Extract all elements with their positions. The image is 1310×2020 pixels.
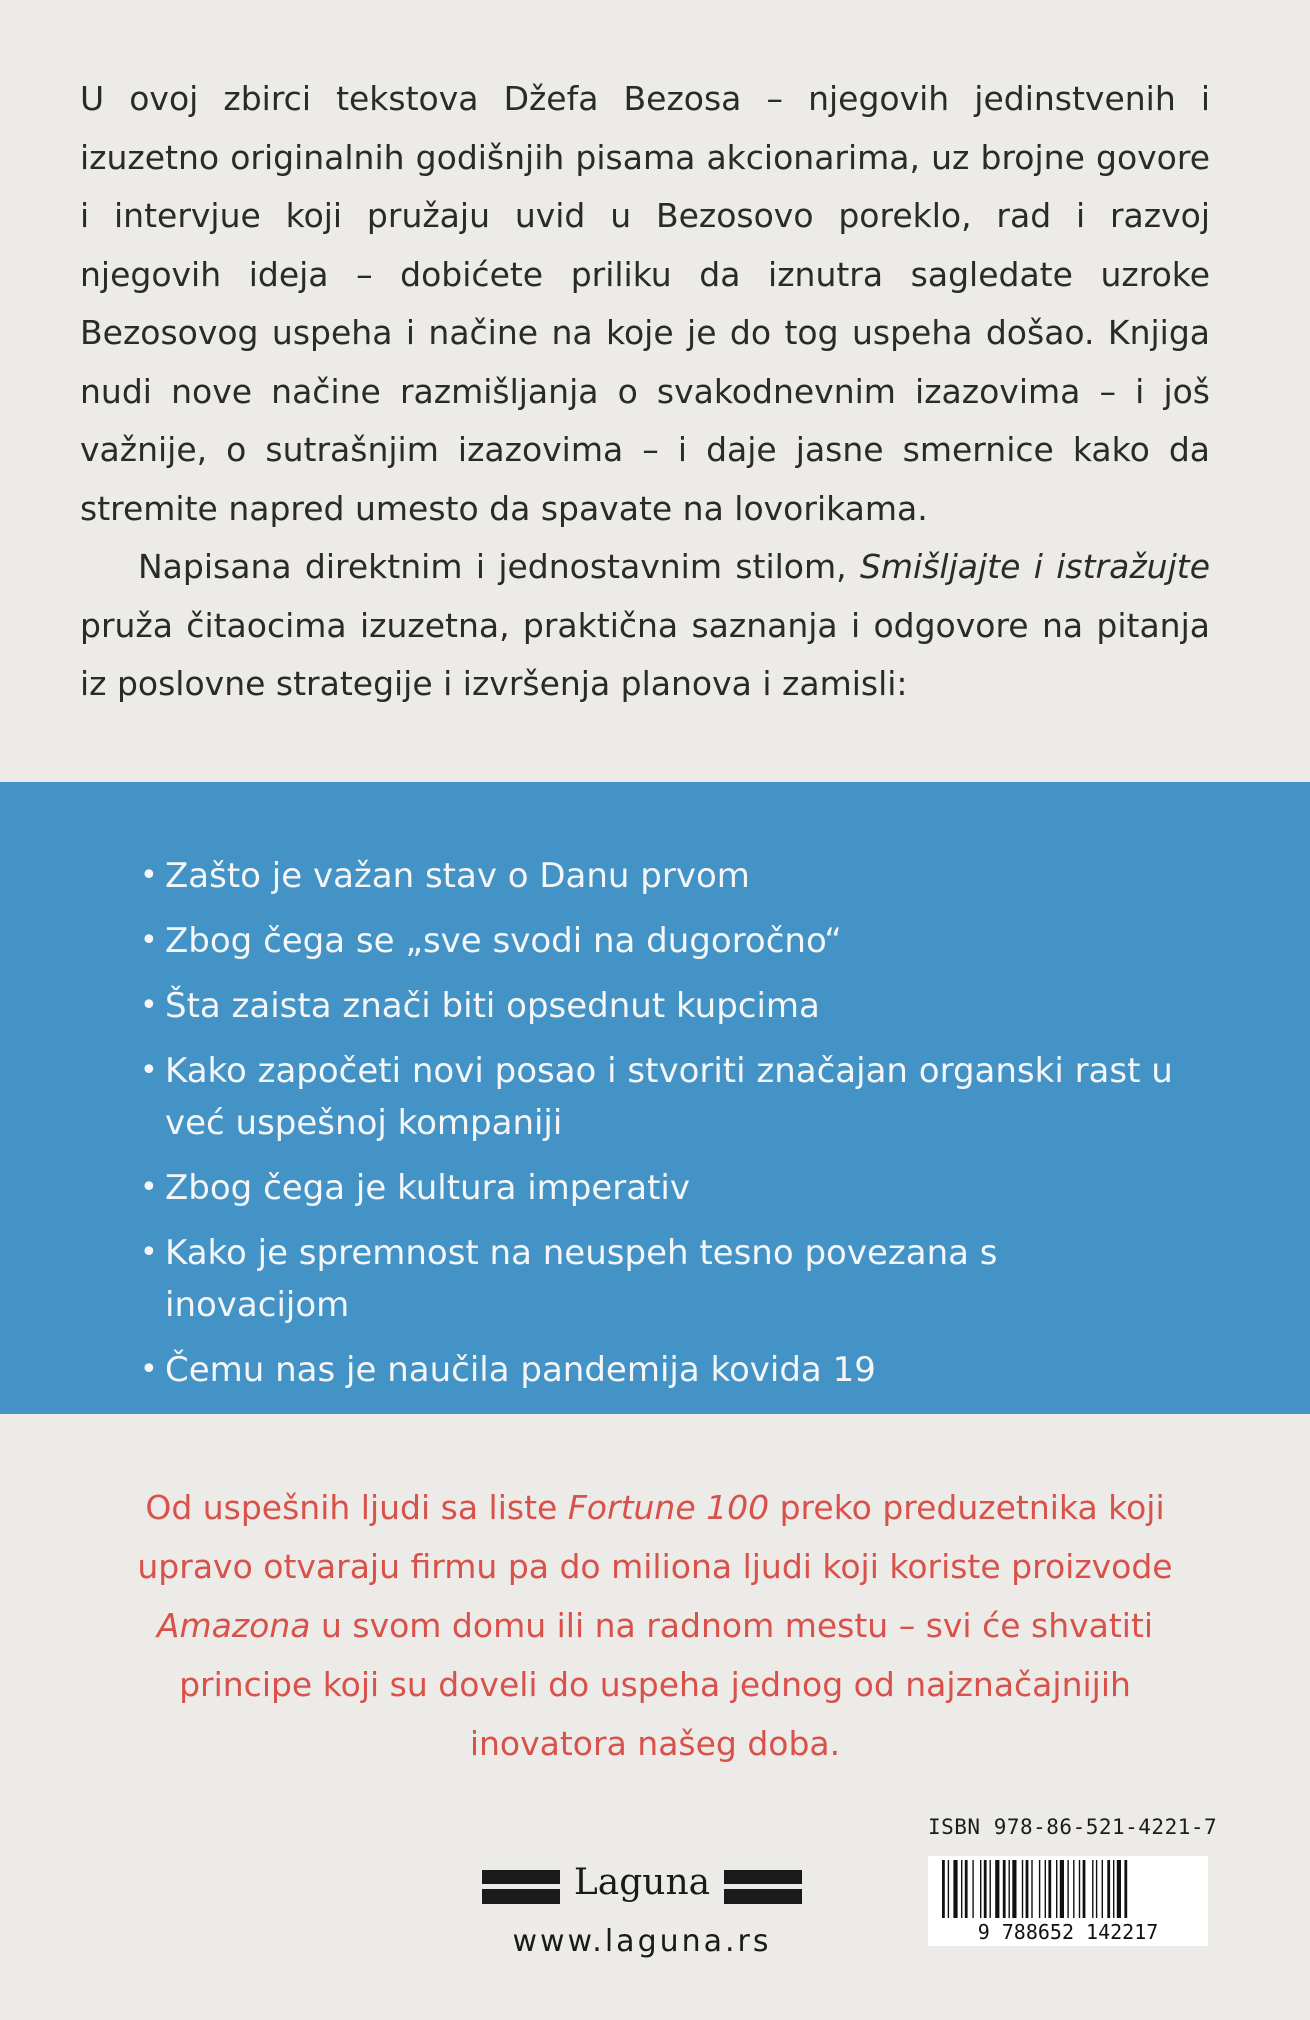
- bullet-item: • Kako je spremnost na neuspeh tesno povezana s inovacijom: [140, 1227, 1190, 1331]
- barcode-icon: [928, 1856, 1208, 1946]
- bullet-dot-icon: •: [140, 1170, 158, 1205]
- intro-paragraph-2-start: Napisana direktnim i jednostavnim stilom,: [138, 547, 860, 586]
- publisher-block: [482, 1864, 802, 1974]
- intro-paragraph-2-end: pruža čitaocima izuzetna, praktična saznanja i odgovore na pitanja iz poslovne strategije i izvršenja planova i zamisli:: [80, 605, 1210, 703]
- barcode-bar: [1117, 1860, 1121, 1918]
- barcode-bar: [953, 1860, 957, 1918]
- intro-paragraph-2: [80, 538, 1210, 714]
- barcode-bar: [980, 1860, 981, 1918]
- barcode-bar: [961, 1860, 962, 1918]
- barcode-bar: [1031, 1860, 1032, 1918]
- barcode-bar: [942, 1860, 945, 1918]
- barcode-bar: [965, 1860, 968, 1918]
- barcode-bar: [1060, 1860, 1064, 1918]
- barcode-bar: [1003, 1860, 1006, 1918]
- bullet-dot-icon: •: [140, 1352, 158, 1387]
- barcode-bar: [1083, 1860, 1086, 1918]
- book-title: Smišljajte i istražujte: [859, 547, 1210, 586]
- barcode-bar: [972, 1860, 973, 1918]
- bullet-dot-icon: •: [140, 923, 158, 958]
- isbn-number: ISBN 978-86-521-4221-7: [928, 1815, 1218, 1839]
- bullet-dot-icon: •: [140, 988, 158, 1023]
- publisher-name: Laguna: [573, 1862, 711, 1903]
- barcode-bar: [995, 1860, 999, 1918]
- bullet-item: • Zbog čega se „sve svodi na dugoročno“: [140, 915, 1190, 967]
- barcode-bar: [984, 1860, 987, 1918]
- barcode-bar: [1092, 1860, 1093, 1918]
- barcode-bar: [948, 1860, 949, 1918]
- barcode-bar: [1022, 1860, 1023, 1918]
- barcode-bar: [1107, 1860, 1110, 1918]
- bullet-dot-icon: •: [140, 1053, 158, 1088]
- intro-paragraph-1: U ovoj zbirci tekstova Džefa Bezosa – njegovih jedinstvenih i izuzetno originalnih godišnjih pisama akcionarima, uz brojne govore i intervjue koji pružaju uvid u Bezosovo poreklo, rad i razvoj njegovih ideja – dobićete priliku da iznutra sagledate uzroke Bezosovog uspeha i načine na koje je do tog uspeha došao. Knjiga nudi nove načine razmišljanja o svakodnevnim izazovima – i još važnije, o sutrašnjim izazovima – i daje jasne smernice kako da stremite napred umesto da spavate na lovorikama.: [80, 79, 1210, 528]
- bullet-item: • Zbog čega je kultura imperativ: [140, 1162, 1190, 1214]
- bullet-item: • Šta zaista znači biti opsednut kupcima: [140, 980, 1190, 1032]
- publisher-website: www.laguna.rs: [512, 1924, 772, 1959]
- barcode-bar: [1009, 1860, 1010, 1918]
- barcode-bar: [1067, 1860, 1068, 1918]
- bullet-item: • Zašto je važan stav o Danu prvom: [140, 850, 1190, 902]
- barcode-bar: [990, 1860, 991, 1918]
- barcode-bar: [1039, 1860, 1040, 1918]
- amazon-name: Amazona: [156, 1606, 311, 1645]
- publisher-logo: [482, 1864, 802, 1908]
- bullet-list: [140, 850, 1190, 1409]
- barcode-bar: [1048, 1860, 1051, 1918]
- barcode-bar: [1012, 1860, 1016, 1918]
- barcode: [928, 1856, 1208, 1946]
- barcode-bar: [1073, 1860, 1074, 1918]
- barcode-bar: [1113, 1860, 1114, 1918]
- barcode-bar: [1026, 1860, 1029, 1918]
- fortune-100: Fortune 100: [567, 1488, 770, 1527]
- barcode-bar: [1096, 1860, 1097, 1918]
- bullet-band: [0, 782, 1310, 1414]
- barcode-bar: [1102, 1860, 1103, 1918]
- intro-text: [80, 70, 1210, 714]
- bullet-item: • Kako započeti novi posao i stvoriti značajan organski rast u već uspešnoj kompaniji: [140, 1045, 1190, 1149]
- bullet-dot-icon: •: [140, 858, 158, 893]
- bullet-dot-icon: •: [140, 1235, 158, 1270]
- logo-bar-right: [724, 1870, 802, 1904]
- barcode-bar: [1079, 1860, 1080, 1918]
- barcode-bar: [1045, 1860, 1046, 1918]
- barcode-bar: [1124, 1860, 1127, 1918]
- bullet-item: • Čemu nas je naučila pandemija kovida 19: [140, 1344, 1190, 1396]
- logo-bar-left: [482, 1870, 560, 1904]
- barcode-digits: 9 788652 142217: [977, 1920, 1159, 1944]
- barcode-bar: [1056, 1860, 1057, 1918]
- promo-quote: Od uspešnih ljudi sa liste Fortune 100 preko preduzetnika koji upravo otvaraju firmu pa do miliona ljudi koji koriste proizvode Amazona u svom domu ili na radnom mestu – svi će shvatiti principe koji su doveli do uspeha jednog od najznačajnijih inovatora našeg doba.: [137, 1488, 1173, 1763]
